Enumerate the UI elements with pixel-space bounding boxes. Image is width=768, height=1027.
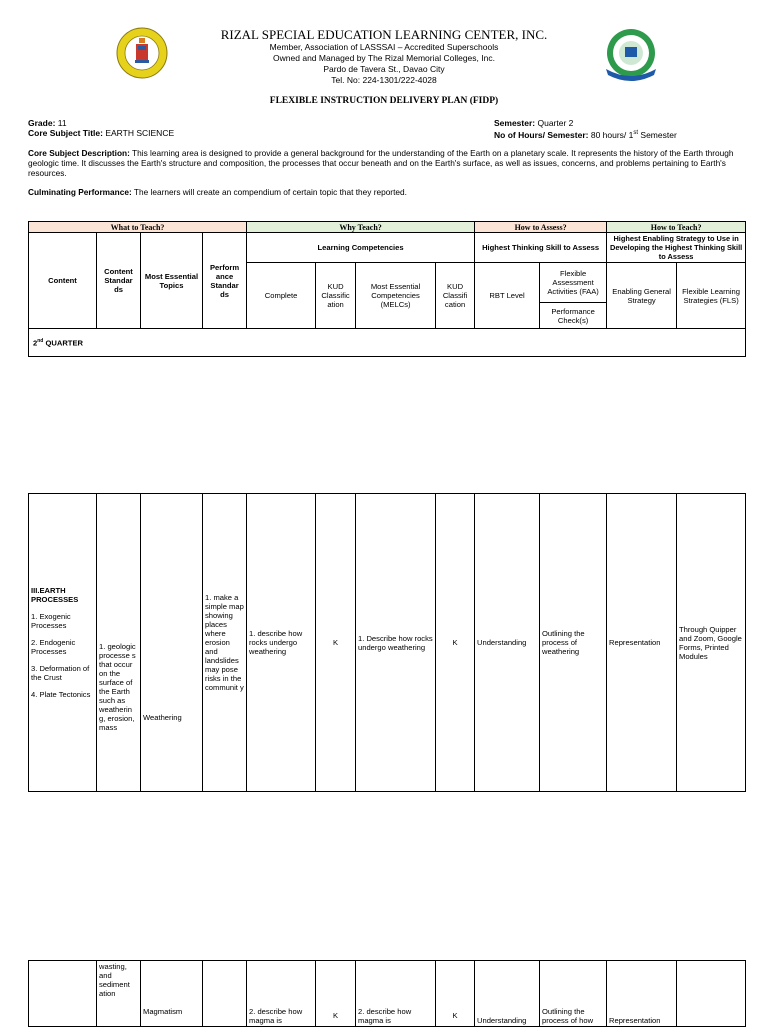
row1-content-item: 1. Exogenic Processes bbox=[31, 612, 71, 630]
row1-rbt-level: Understanding bbox=[475, 494, 540, 792]
row1-content-item: 2. Endogenic Processes bbox=[31, 638, 76, 656]
band-row bbox=[29, 222, 746, 233]
row1-content-item: 3. Deformation of the Crust bbox=[31, 664, 90, 682]
row1-kud-1: K bbox=[316, 494, 356, 792]
quarter-label bbox=[29, 329, 746, 357]
row2-melc: 2. describe how magma is bbox=[356, 961, 436, 1027]
grade-line bbox=[28, 118, 67, 128]
document-title: FLEXIBLE INSTRUCTION DELIVERY PLAN (FIDP) bbox=[269, 96, 499, 106]
hours-label: No of Hours/ Semester: bbox=[494, 129, 589, 140]
header-performance-check: Performance Check(s) bbox=[540, 303, 607, 329]
school-name: RIZAL SPECIAL EDUCATION LEARNING CENTER, INC. bbox=[220, 27, 548, 42]
header-content-standards: Content Standar ds bbox=[97, 233, 141, 329]
row2-kud-2: K bbox=[436, 961, 475, 1027]
row1-enabling-strategy: Representation bbox=[607, 494, 677, 792]
subject-label: Core Subject Title: bbox=[28, 128, 103, 138]
header-enabling-general: Enabling General Strategy bbox=[607, 263, 677, 329]
description-text: This learning area is designed to provide a general background for the understanding of the Earth on a planetary scale. It represents the history of the Earth through geologic time. It discusses the Earth's structure and composition, the processes that occur beneath and on the Earth's surface, as well as issues, concerns, and problems pertaining to Earth's resources. bbox=[28, 148, 734, 178]
header-fls: Flexible Learning Strategies (FLS) bbox=[677, 263, 746, 329]
culminating-text: The learners will create an compendium of certain topic that they reported. bbox=[133, 187, 407, 197]
header-complete: Complete bbox=[247, 263, 316, 329]
header-rbt-level: RBT Level bbox=[475, 263, 540, 329]
subject-description bbox=[28, 148, 742, 178]
row2-content-standards: wasting, and sediment ation bbox=[97, 961, 141, 1027]
header-kud-1: KUD Classific ation bbox=[316, 263, 356, 329]
fidp-header-table bbox=[28, 221, 746, 357]
culminating-label: Culminating Performance: bbox=[28, 187, 132, 197]
row1-performance-standards: 1. make a simple map showing places where erosion and landslides may pose risks in the communit y bbox=[203, 494, 247, 792]
quarter-sup: nd bbox=[37, 338, 44, 345]
row1-complete: 1. describe how rocks undergo weathering bbox=[247, 494, 316, 792]
hours-value: 80 hours/ 1 bbox=[590, 129, 634, 140]
header-highest-enabling: Highest Enabling Strategy to Use in Developing the Highest Thinking Skill to Assess bbox=[607, 233, 746, 263]
header-content: Content bbox=[29, 233, 97, 329]
row1-content-title: III.EARTH PROCESSES bbox=[31, 586, 79, 604]
header-line-1: Member, Association of LASSSAI – Accredited Superschools bbox=[269, 42, 499, 52]
row2-kud-1: K bbox=[316, 961, 356, 1027]
semester-label: Semester: bbox=[494, 118, 536, 128]
semester-value: Quarter 2 bbox=[537, 118, 574, 128]
row2-complete: 2. describe how magma is bbox=[247, 961, 316, 1027]
grade-label: Grade: bbox=[28, 118, 56, 128]
row1-fls: Through Quipper and Zoom, Google Forms, Printed Modules bbox=[677, 494, 746, 792]
quarter-text: QUARTER bbox=[43, 338, 83, 348]
header-kud-2: KUD Classifi cation bbox=[436, 263, 475, 329]
fidp-row-2-table bbox=[28, 960, 746, 1027]
row2-fls bbox=[677, 961, 746, 1027]
band-why-teach: Why Teach? bbox=[247, 222, 475, 233]
quarter-row bbox=[29, 329, 746, 357]
table-row bbox=[29, 961, 746, 1027]
row1-content-item: 4. Plate Tectonics bbox=[31, 690, 91, 699]
header-line-3: Pardo de Tavera St., Davao City bbox=[323, 64, 445, 74]
subject-value: EARTH SCIENCE bbox=[105, 128, 175, 138]
row2-content bbox=[29, 961, 97, 1027]
row2-performance-standards bbox=[203, 961, 247, 1027]
grade-value: 11 bbox=[57, 118, 67, 128]
culminating-performance bbox=[28, 187, 742, 197]
subject-line bbox=[28, 128, 174, 138]
header-line-2: Owned and Managed by The Rizal Memorial Colleges, Inc. bbox=[273, 53, 495, 63]
row1-content-standards: 1. geologic processe s that occur on the surface of the Earth such as weatherin g, erosion, mass bbox=[97, 494, 141, 792]
semester-line bbox=[494, 118, 573, 128]
header-row-1 bbox=[29, 233, 746, 263]
row2-enabling-strategy: Representation bbox=[607, 961, 677, 1027]
band-how-to-assess: How to Assess? bbox=[475, 222, 607, 233]
band-what-to-teach: What to Teach? bbox=[29, 222, 247, 233]
description-label: Core Subject Description: bbox=[28, 148, 130, 158]
row2-topic: Magmatism bbox=[141, 961, 203, 1027]
row2-rbt-level: Understanding bbox=[475, 961, 540, 1027]
header-melcs: Most Essential Competencies (MELCs) bbox=[356, 263, 436, 329]
header-learning-competencies: Learning Competencies bbox=[247, 233, 475, 263]
row1-kud-2: K bbox=[436, 494, 475, 792]
fidp-row-1-table bbox=[28, 493, 746, 792]
row1-content bbox=[29, 494, 97, 792]
row2-faa: Outlining the process of how bbox=[540, 961, 607, 1027]
header-highest-thinking: Highest Thinking Skill to Assess bbox=[475, 233, 607, 263]
row1-melc: 1. Describe how rocks undergo weathering bbox=[356, 494, 436, 792]
hours-line bbox=[494, 128, 677, 140]
row1-faa: Outlining the process of weathering bbox=[540, 494, 607, 792]
band-how-to-teach: How to Teach? bbox=[607, 222, 746, 233]
hours-tail: Semester bbox=[638, 129, 677, 140]
row1-topic: Weathering bbox=[141, 494, 203, 792]
table-row bbox=[29, 494, 746, 792]
quarter-number: 2 bbox=[33, 338, 38, 348]
header-faa: Flexible Assessment Activities (FAA) bbox=[540, 263, 607, 303]
hours-sup: st bbox=[633, 130, 639, 136]
header-performance-standards: Perform ance Standar ds bbox=[203, 233, 247, 329]
header-line-4: Tel. No: 224-1301/222-4028 bbox=[331, 75, 437, 85]
header-most-essential-topics: Most Essential Topics bbox=[141, 233, 203, 329]
